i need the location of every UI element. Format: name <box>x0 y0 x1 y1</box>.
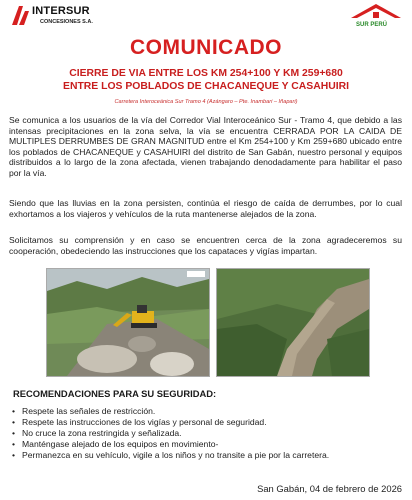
notice-subtitle <box>30 67 382 93</box>
bullet-icon: • <box>12 406 16 416</box>
sur-peru-text: SUR PERÚ <box>356 22 388 28</box>
subtitle-line-2: ENTRE LOS POBLADOS DE CHACANEQUE Y CASAHUIRI <box>63 81 349 92</box>
paragraph-cooperation: Solicitamos su comprensión y en caso se encuentren cerca de la zona agradeceremos su cooperación, obedeciendo las instrucciones que los capataces y vigías impartan. <box>9 235 402 256</box>
photo-landslide-excavator <box>46 268 210 377</box>
paragraph-closure: Se comunica a los usuarios de la vía del Corredor Vial Interoceánico Sur - Tramo 4, que debido a las intensas precipitaciones en la zona selva, la vía se encuentra CERRADA POR LA CAIDA DE MULTIPLES DERRUMBES DE GRAN MAGNITUD entre el Km 254+100 y Km 259+680 ubicado entre los poblados de CHACANEQUE y CASAHUIRI del distrito de San Gabán, nuestro personal y equipos distribuidos a lo largo de la zona afectada, vienen trabajando denodadamente para habilitar el paso por la vía. <box>9 115 402 178</box>
recommendation-text: Respete las instrucciones de los vigías y personal de seguridad. <box>22 416 267 427</box>
intersur-mark-icon <box>10 3 32 27</box>
recommendation-text: Respete las señales de restricción. <box>22 406 156 416</box>
list-item <box>12 406 402 417</box>
list-item <box>12 417 402 428</box>
place-date: San Gabán, 04 de febrero de 2026 <box>257 483 402 494</box>
bullet-icon: • <box>12 449 16 460</box>
route-caption: Carretera Interoceánica Sur Tramo 4 (Azángaro – Pte. Inambari – Iñapari) <box>114 99 298 105</box>
intersur-logo <box>10 3 100 31</box>
list-item <box>12 439 402 450</box>
photo-landslide-aerial <box>216 268 370 377</box>
intersur-subbrand: CONCESIONES S.A. <box>40 19 93 25</box>
recommendations-title: RECOMENDACIONES PARA SU SEGURIDAD: <box>13 388 217 399</box>
intersur-brand: INTERSUR <box>32 5 90 17</box>
roof-icon <box>349 2 403 20</box>
paragraph-warning: Siendo que las lluvias en la zona persisten, continúa el riesgo de caída de derrumbes, por lo cual exhortamos a los viajeros y vehículos de la ruta mantenerse alejados de la zona. <box>9 198 402 219</box>
subtitle-line-1: CIERRE DE VIA ENTRE LOS KM 254+100 Y KM 259+680 <box>69 68 343 79</box>
bullet-icon: • <box>12 427 16 438</box>
recommendation-text: Permanezca en su vehículo, vigile a los niños y no transite a pie por la carretera. <box>22 449 330 460</box>
list-item <box>12 450 402 461</box>
sur-peru-logo <box>346 2 406 32</box>
recommendation-text: Manténgase alejado de los equipos en movimiento- <box>22 438 219 449</box>
list-item <box>12 428 402 439</box>
notice-title: COMUNICADO <box>130 36 282 59</box>
page-header <box>0 0 412 34</box>
recommendations-list <box>12 406 402 461</box>
recommendation-text: No cruce la zona restringida y señalizada. <box>22 427 182 438</box>
bullet-icon: • <box>12 438 16 449</box>
bullet-icon: • <box>12 416 16 427</box>
